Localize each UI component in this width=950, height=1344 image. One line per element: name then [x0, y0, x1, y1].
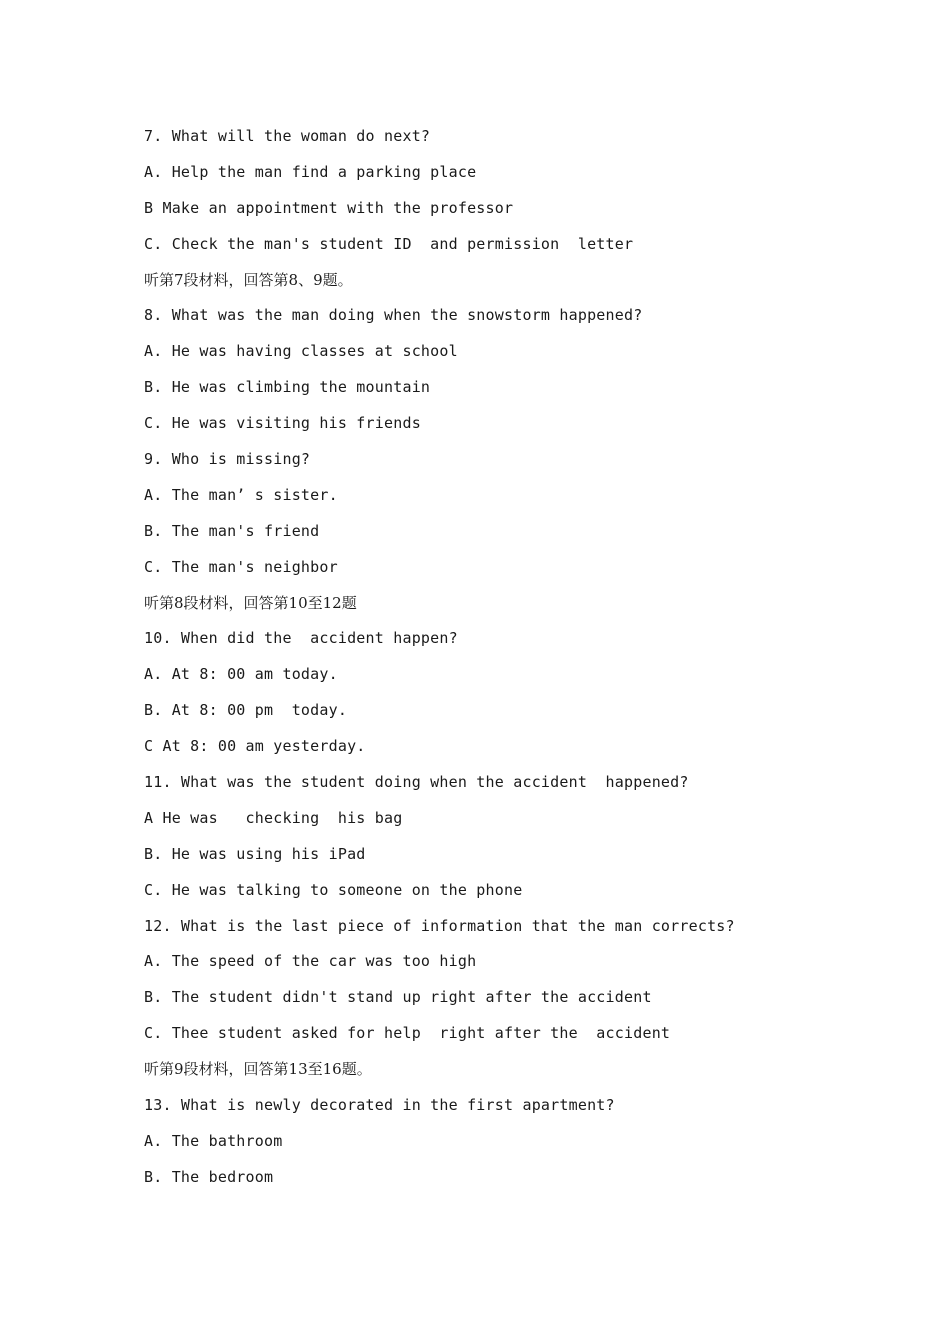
question-13: 13. What is newly decorated in the first apartment? — [144, 1096, 615, 1115]
option-12c: C. Thee student asked for help right after the accident — [144, 1024, 671, 1043]
option-12b: B. The student didn't stand up right after the accident — [144, 988, 652, 1007]
option-10b: B. At 8: 00 pm today. — [144, 701, 348, 720]
question-10: 10. When did the accident happen? — [144, 629, 458, 648]
section-heading-8: 听第8段材料，回答第10至12题 — [144, 593, 357, 612]
option-13a: A. The bathroom — [144, 1131, 283, 1150]
question-7: 7. What will the woman do next? — [144, 127, 431, 145]
option-7c: C. Check the man's student ID and permission letter — [144, 234, 634, 253]
option-9a: A. The man’ s sister. — [144, 485, 338, 504]
option-8a: A. He was having classes at school — [144, 342, 458, 361]
option-8b: B. He was climbing the mountain — [144, 378, 431, 397]
question-11: 11. What was the student doing when the accident happened? — [144, 773, 689, 792]
section-heading-9: 听第9段材料，回答第13至16题。 — [144, 1060, 372, 1079]
option-9c: C. The man's neighbor — [144, 557, 338, 576]
question-9: 9. Who is missing? — [144, 450, 311, 469]
option-7a: A. Help the man find a parking place — [144, 162, 477, 181]
option-11c: C. He was talking to someone on the phone — [144, 880, 523, 899]
option-11b: B. He was using his iPad — [144, 844, 366, 863]
option-13b: B. The bedroom — [144, 1167, 274, 1186]
question-12: 12. What is the last piece of information that the man corrects? — [144, 916, 735, 935]
document-content — [144, 124, 844, 1201]
option-10a: A. At 8: 00 am today. — [144, 665, 338, 684]
option-9b: B. The man's friend — [144, 521, 320, 540]
option-7b: B Make an appointment with the professor — [144, 198, 514, 217]
question-8: 8. What was the man doing when the snowstorm happened? — [144, 306, 643, 325]
option-10c: C At 8: 00 am yesterday. — [144, 737, 366, 756]
option-12a: A. The speed of the car was too high — [144, 952, 477, 971]
option-11a: A He was checking his bag — [144, 808, 403, 827]
option-8c: C. He was visiting his friends — [144, 414, 421, 433]
section-heading-7: 听第7段材料，回答第8、9题。 — [144, 270, 353, 289]
